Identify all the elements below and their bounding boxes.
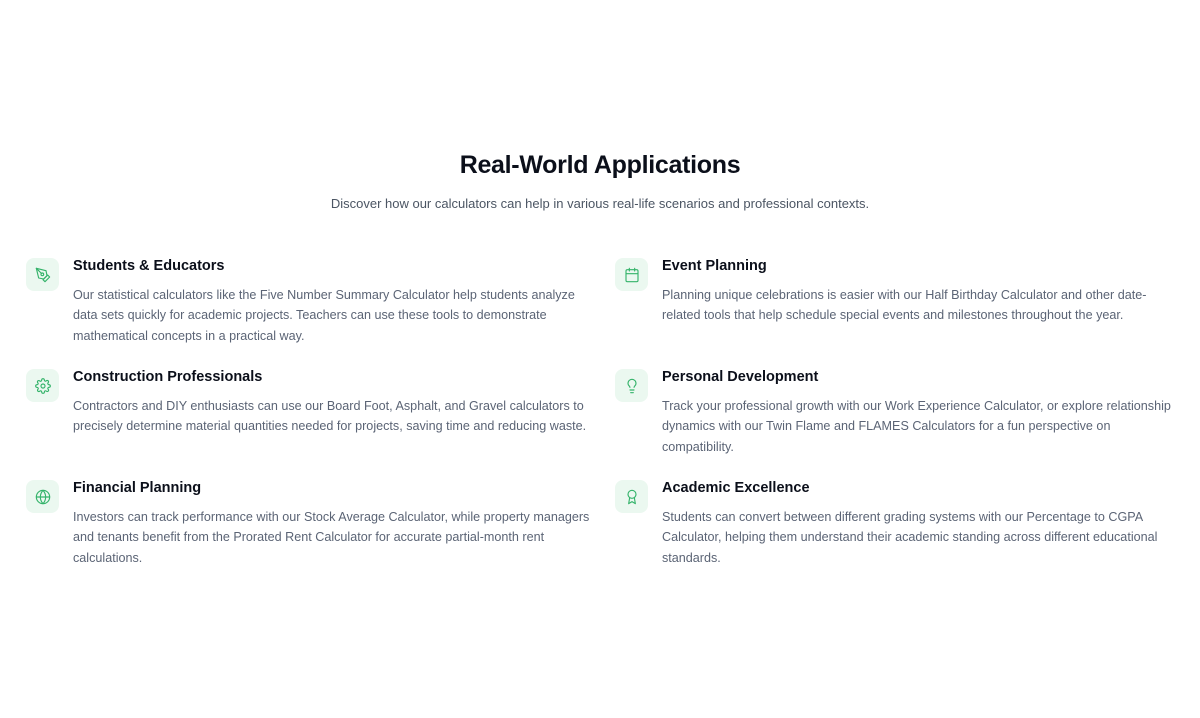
award-icon	[615, 480, 648, 513]
application-title: Event Planning	[662, 258, 767, 274]
application-description: Track your professional growth with our Work Experience Calculator, or explore relationship dynamics with our Twin Flame and FLAMES Calculators for a fun perspective on compatibility.	[662, 399, 1171, 454]
application-title: Personal Development	[662, 369, 819, 385]
application-title: Academic Excellence	[662, 480, 810, 496]
calendar-icon	[615, 258, 648, 291]
application-title: Financial Planning	[73, 480, 202, 496]
gear-icon	[26, 369, 59, 402]
application-description: Students can convert between different grading systems with our Percentage to CGPA Calculator, helping them understand their academic standing across different educational standards.	[662, 510, 1158, 565]
globe-icon	[26, 480, 59, 513]
application-title: Construction Professionals	[73, 369, 263, 385]
section-title: Real-World Applications	[459, 151, 741, 179]
lightbulb-icon	[615, 369, 648, 402]
application-title: Students & Educators	[73, 258, 225, 274]
section-subtitle: Discover how our calculators can help in various real-life scenarios and professional contexts.	[330, 196, 870, 211]
application-description: Planning unique celebrations is easier with our Half Birthday Calculator and other date-related tools that help schedule special events and milestones throughout the year.	[662, 288, 1147, 323]
pen-tool-icon	[26, 258, 59, 291]
application-description: Our statistical calculators like the Five Number Summary Calculator help students analyze data sets quickly for academic projects. Teachers can use these tools to demonstrate mathematical concepts in a practical way.	[73, 288, 575, 343]
application-description: Contractors and DIY enthusiasts can use our Board Foot, Asphalt, and Gravel calculators to precisely determine material quantities needed for projects, saving time and reducing waste.	[73, 399, 587, 434]
application-description: Investors can track performance with our Stock Average Calculator, while property managers and tenants benefit from the Prorated Rent Calculator for accurate partial-month rent calculations.	[73, 510, 590, 565]
